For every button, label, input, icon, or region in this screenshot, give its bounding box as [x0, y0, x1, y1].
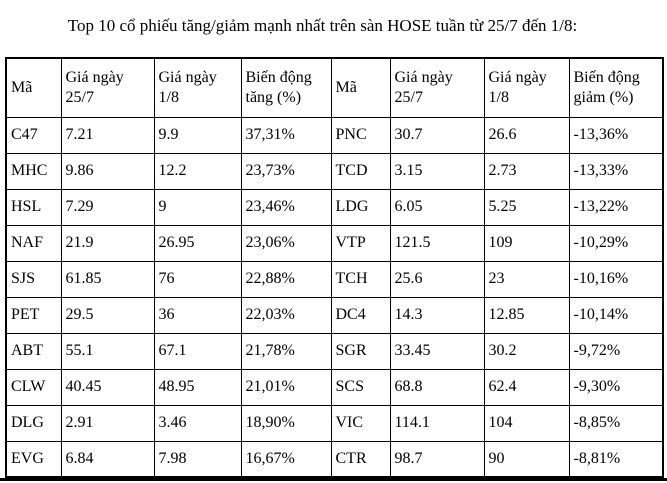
value-cell: 21.9	[61, 225, 154, 261]
stock-code-cell: ABT	[6, 333, 61, 369]
table-row	[6, 225, 663, 261]
value-cell: 22,88%	[241, 261, 331, 297]
column-header-1: Giá ngày 25/7	[61, 58, 154, 117]
value-cell: 2.91	[61, 405, 154, 441]
value-cell: -13,22%	[569, 189, 663, 225]
value-cell: 37,31%	[241, 117, 331, 153]
stock-code-cell: SJS	[6, 261, 61, 297]
value-cell: -9,72%	[569, 333, 663, 369]
value-cell: 90	[484, 441, 569, 477]
table-row	[6, 261, 663, 297]
value-cell: 2.73	[484, 153, 569, 189]
value-cell: 26.95	[154, 225, 241, 261]
value-cell: -10,29%	[569, 225, 663, 261]
value-cell: 36	[154, 297, 241, 333]
value-cell: 5.25	[484, 189, 569, 225]
value-cell: -8,85%	[569, 405, 663, 441]
value-cell: 30.2	[484, 333, 569, 369]
value-cell: 21,01%	[241, 369, 331, 405]
stock-code-cell: TCH	[331, 261, 390, 297]
value-cell: 7.21	[61, 117, 154, 153]
value-cell: 48.95	[154, 369, 241, 405]
value-cell: 6.05	[390, 189, 484, 225]
table-row	[6, 189, 663, 225]
value-cell: 62.4	[484, 369, 569, 405]
value-cell: 33.45	[390, 333, 484, 369]
value-cell: -13,36%	[569, 117, 663, 153]
value-cell: 18,90%	[241, 405, 331, 441]
table-row	[6, 153, 663, 189]
table-row	[6, 441, 663, 477]
value-cell: 114.1	[390, 405, 484, 441]
column-header-0: Mã	[6, 58, 61, 117]
value-cell: 109	[484, 225, 569, 261]
value-cell: 14.3	[390, 297, 484, 333]
stock-code-cell: MHC	[6, 153, 61, 189]
value-cell: 9.9	[154, 117, 241, 153]
value-cell: 6.84	[61, 441, 154, 477]
column-header-4: Mã	[331, 58, 390, 117]
table-row	[6, 117, 663, 153]
stock-code-cell: SCS	[331, 369, 390, 405]
value-cell: 22,03%	[241, 297, 331, 333]
value-cell: -8,81%	[569, 441, 663, 477]
value-cell: 29.5	[61, 297, 154, 333]
table-row	[6, 333, 663, 369]
value-cell: 7.29	[61, 189, 154, 225]
table-row	[6, 369, 663, 405]
value-cell: 12.85	[484, 297, 569, 333]
document-title: Top 10 cổ phiếu tăng/giảm mạnh nhất trên sàn HOSE tuần từ 25/7 đến 1/8:	[67, 16, 578, 35]
stock-code-cell: DC4	[331, 297, 390, 333]
value-cell: 67.1	[154, 333, 241, 369]
bottom-border-bar	[0, 478, 667, 481]
value-cell: 7.98	[154, 441, 241, 477]
value-cell: -10,16%	[569, 261, 663, 297]
stock-code-cell: VIC	[331, 405, 390, 441]
column-header-3: Biến động tăng (%)	[241, 58, 331, 117]
value-cell: 23,06%	[241, 225, 331, 261]
stock-code-cell: PNC	[331, 117, 390, 153]
stock-code-cell: CTR	[331, 441, 390, 477]
table-row	[6, 297, 663, 333]
value-cell: 61.85	[61, 261, 154, 297]
value-cell: 3.46	[154, 405, 241, 441]
value-cell: 68.8	[390, 369, 484, 405]
stock-code-cell: SGR	[331, 333, 390, 369]
value-cell: -13,33%	[569, 153, 663, 189]
stock-code-cell: CLW	[6, 369, 61, 405]
value-cell: 9	[154, 189, 241, 225]
value-cell: 12.2	[154, 153, 241, 189]
stock-code-cell: HSL	[6, 189, 61, 225]
value-cell: 98.7	[390, 441, 484, 477]
table-row	[6, 405, 663, 441]
value-cell: 30.7	[390, 117, 484, 153]
value-cell: 23	[484, 261, 569, 297]
stock-code-cell: EVG	[6, 441, 61, 477]
stocks-table	[5, 57, 664, 478]
stock-code-cell: TCD	[331, 153, 390, 189]
value-cell: 3.15	[390, 153, 484, 189]
stock-code-cell: LDG	[331, 189, 390, 225]
column-header-2: Giá ngày 1/8	[154, 58, 241, 117]
column-header-6: Giá ngày 1/8	[484, 58, 569, 117]
value-cell: 25.6	[390, 261, 484, 297]
value-cell: 9.86	[61, 153, 154, 189]
stock-code-cell: DLG	[6, 405, 61, 441]
value-cell: -9,30%	[569, 369, 663, 405]
stock-code-cell: NAF	[6, 225, 61, 261]
column-header-7: Biến động giảm (%)	[569, 58, 663, 117]
value-cell: 16,67%	[241, 441, 331, 477]
value-cell: -10,14%	[569, 297, 663, 333]
value-cell: 40.45	[61, 369, 154, 405]
value-cell: 23,46%	[241, 189, 331, 225]
table-header-row	[6, 58, 663, 117]
value-cell: 23,73%	[241, 153, 331, 189]
column-header-5: Giá ngày 25/7	[390, 58, 484, 117]
value-cell: 55.1	[61, 333, 154, 369]
value-cell: 121.5	[390, 225, 484, 261]
value-cell: 26.6	[484, 117, 569, 153]
value-cell: 76	[154, 261, 241, 297]
stock-code-cell: PET	[6, 297, 61, 333]
stock-code-cell: VTP	[331, 225, 390, 261]
stock-code-cell: C47	[6, 117, 61, 153]
value-cell: 21,78%	[241, 333, 331, 369]
value-cell: 104	[484, 405, 569, 441]
